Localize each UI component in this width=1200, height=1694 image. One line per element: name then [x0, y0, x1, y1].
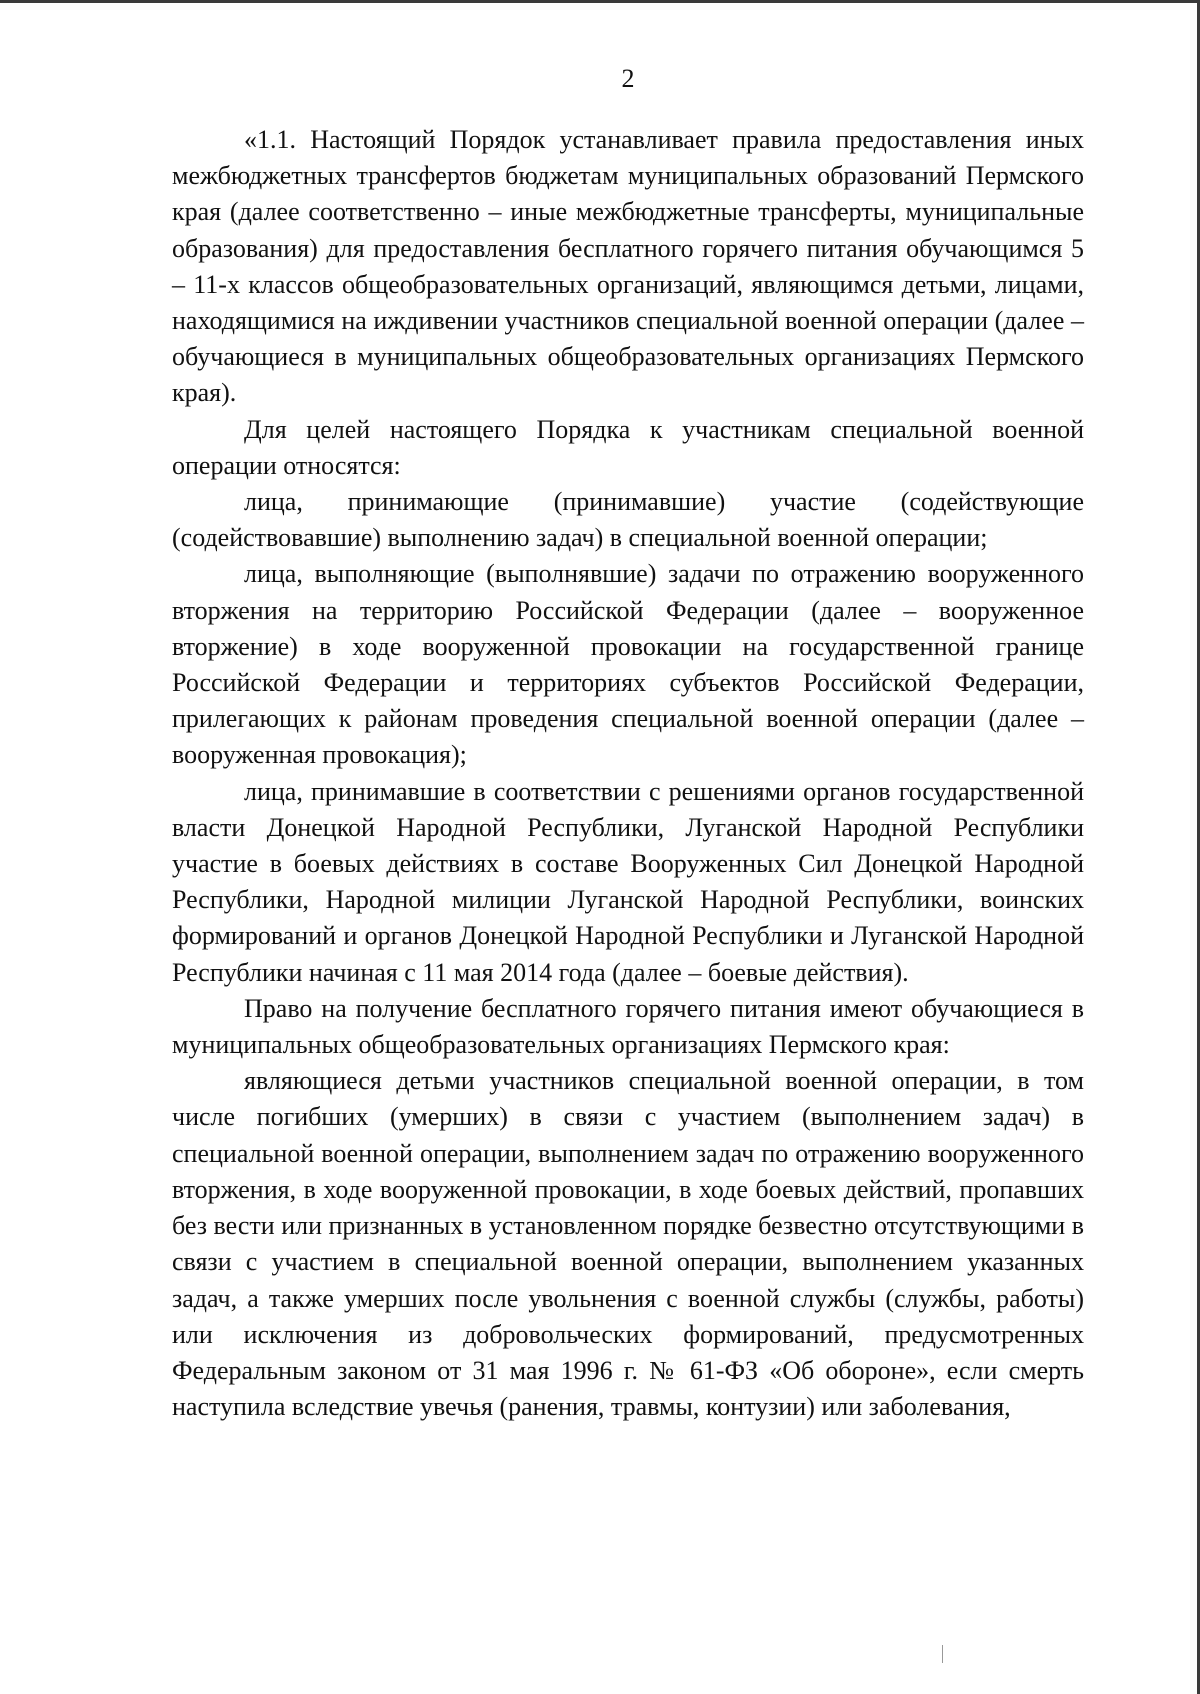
page-number: 2: [621, 64, 635, 93]
paragraph-children-of-participants: являющиеся детьми участников специальной военной операции, в том числе погибших (умерших) в связи с участием (выполнением задач) в специальной военной операции, выполнением задач по отражению вооруженного вторжения, в ходе вооруженной провокации, в ходе боевых действий, пропавших без вести или признанных в установленном порядке безвестно отсутствующими в связи с участием в специальной военной операции, выполнением указанных задач, а также умерших после увольнения с военной службы (службы, работы) или исключения из добровольческих формирований, предусмотренных Федеральным законом от 31 мая 1996 г. № 61-ФЗ «Об обороне», если смерть наступила вследствие увечья (ранения, травмы, контузии) или заболевания,: [172, 1066, 1084, 1422]
paragraph-right-to-meals: Право на получение бесплатного горячего питания имеют обучающиеся в муниципальных общеобразовательных организациях Пермского края:: [172, 993, 1084, 1060]
paragraph-participants-dnr-lnr: лица, принимавшие в соответствии с решениями органов государственной власти Донецкой Народной Республики, Луганской Народной Республики участие в боевых действиях в составе Вооруженных Сил Донецкой Народной Республики, Народной милиции Луганской Народной Республики, воинских формирований и органов Донецкой Народной Республики и Луганской Народной Республики начиная с 11 мая 2014 года (далее – боевые действия).: [172, 776, 1084, 987]
scan-border-top: [0, 0, 1200, 3]
paragraph-participants-invasion: лица, выполняющие (выполнявшие) задачи по отражению вооруженного вторжения на территорию Российской Федерации (далее – вооруженное вторжение) в ходе вооруженной провокации на государственной границе Российской Федерации и территориях субъектов Российской Федерации, прилегающих к районам проведения специальной военной операции (далее – вооруженная провокация);: [172, 559, 1084, 770]
paragraph-participants-svo: лица, принимающие (принимавшие) участие (содействующие (содействовавшие) выполнению задач) в специальной военной операции;: [172, 487, 1084, 553]
document-body: [172, 122, 1084, 1425]
paragraph-1-1: «1.1. Настоящий Порядок устанавливает правила предоставления иных межбюджетных трансфертов бюджетам муниципальных образований Пермского края (далее соответственно – иные межбюджетные трансферты, муниципальные образования) для предоставления бесплатного горячего питания обучающимся 5 – 11-х классов общеобразовательных организаций, являющимся детьми, лицами, находящимися на иждивении участников специальной военной операции (далее – обучающиеся в муниципальных общеобразовательных организациях Пермского края).: [172, 125, 1084, 408]
scan-mark: [942, 1645, 943, 1663]
paragraph-svo-participants-intro: Для целей настоящего Порядка к участникам специальной военной операции относятся:: [172, 414, 1084, 480]
